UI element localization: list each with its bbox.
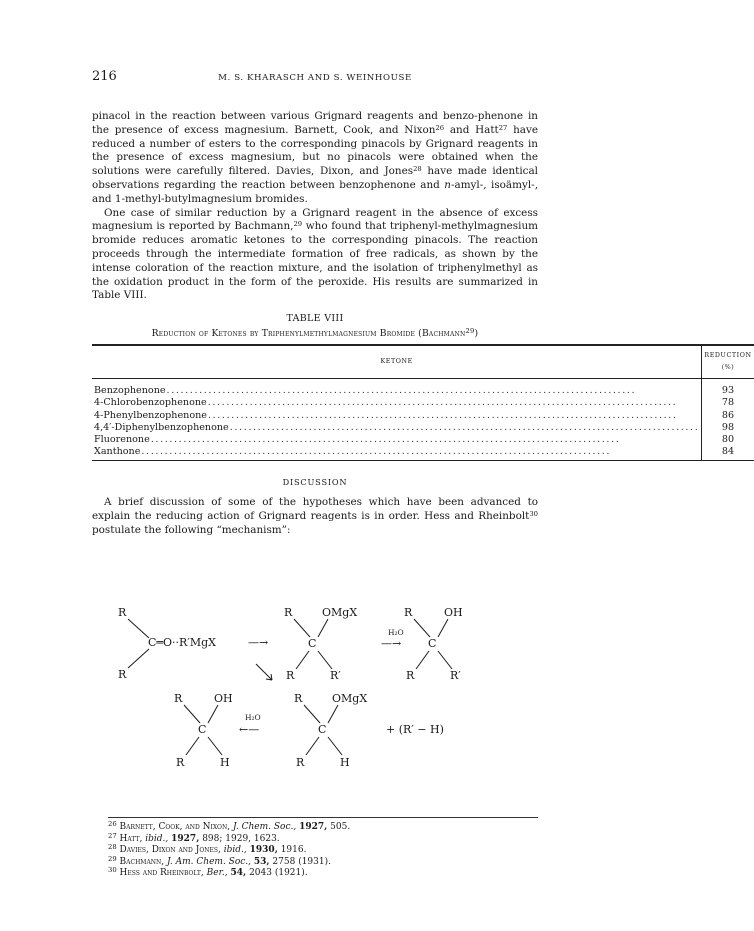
table-row [92, 410, 754, 422]
bond [306, 737, 319, 755]
dot-leader: ..................................................................................................... [150, 433, 621, 445]
substituent-r-prime: R′ [450, 669, 461, 682]
ketone-name: Fluorenone [94, 433, 150, 445]
bond [414, 619, 430, 637]
bond [296, 651, 309, 669]
bond [318, 651, 332, 669]
bond [328, 737, 342, 755]
table-title: TABLE VIII [286, 313, 344, 325]
reduction-value: 84 [702, 446, 754, 461]
ketone-name: Benzophenone [94, 385, 166, 397]
bond [438, 619, 448, 637]
dot-leader: ..................................................................................................... [207, 397, 678, 409]
bond [328, 705, 338, 723]
ketone-name: 4-Chlorobenzophenone [94, 397, 207, 409]
substituent-r: R [286, 669, 295, 682]
footnote: $^{28}$ Davies, Dixon and Jones, ibid., 1930, 1916. [108, 843, 307, 856]
table-caption: Reduction of Ketones by Triphenylmethylmagnesium Bromide (Bachmann$^{29}$) [151, 326, 479, 339]
running-title: M. S. KHARASCH AND S. WEINHOUSE [218, 73, 412, 83]
dot-leader: ..................................................................................................... [229, 421, 700, 433]
column-header-ketone: KETONE [92, 345, 702, 379]
substituent-r: R [118, 668, 127, 681]
bond [304, 705, 320, 723]
ketone-name: Xanthone [94, 446, 141, 458]
running-head [92, 70, 538, 92]
reduction-value: 78 [702, 397, 754, 409]
table-row [92, 379, 754, 398]
substituent-r: R [294, 692, 303, 705]
reaction-mechanism-scheme [102, 602, 522, 814]
table-row [92, 446, 754, 461]
bond [128, 619, 149, 638]
paragraph-3: A brief discussion of some of the hypotheses which have been advanced to explain the reducing action of Grignard reagents is in order. Hess and Rheinbolt$^{30}$ postulate the following “mechanism”: [92, 496, 538, 536]
hydrolysis-arrow: —→ [381, 637, 402, 650]
paragraph-1: pinacol in the reaction between various Grignard reagents and benzo-phenone in the presence of excess magnesium. Barnett, Cook, and Nixon$^{26}$ and Hatt$^{27}$ have reduced a number of esters to the corresponding pinacols by Grignard reagents in the presence of excess magnesium, but no pinacols were obtained when the solutions were carefully filtered. Davies, Dixon, and Jones$^{28}$ have made identical observations regarding the reaction between benzophenone and n-amyl-, isoämyl-, and 1-methyl-butylmagnesium bromides. [92, 110, 538, 205]
footnote: $^{27}$ Hatt, ibid., 1927, 898; 1929, 1623. [108, 831, 280, 844]
byproduct: + (R′ − H) [386, 723, 444, 736]
ketone-name: 4,4′-Diphenylbenzophenone [94, 421, 229, 433]
column-header-reduction: REDUCTION (%) [702, 345, 754, 379]
reduction-table [92, 344, 754, 462]
reduction-value: 86 [702, 410, 754, 422]
footnote: $^{26}$ Barnett, Cook, and Nixon, J. Chem. Soc., 1927, 505. [108, 820, 351, 832]
substituent-r-prime: R′ [330, 669, 341, 682]
carbon-atom: C [198, 723, 207, 736]
carbon-atom: C [428, 637, 437, 650]
bond [416, 651, 429, 669]
page-number: 216 [92, 69, 117, 84]
bond [184, 705, 200, 723]
substituent-r: R [118, 606, 127, 619]
reduction-value: 93 [702, 379, 754, 398]
reactant-formula: C═O··R′MgX [148, 636, 216, 649]
hydrolysis-back-arrow: ←— [239, 723, 260, 736]
group-omgx: OMgX [322, 606, 358, 619]
group-oh: OH [214, 692, 233, 705]
footnotes [108, 817, 538, 880]
section-heading-discussion: DISCUSSION [282, 477, 348, 488]
bond [186, 737, 199, 755]
reduction-value: 98 [702, 422, 754, 434]
bond [318, 619, 328, 637]
hydrogen-atom: H [340, 756, 350, 769]
diagonal-arrow [256, 664, 272, 680]
substituent-r: R [174, 692, 183, 705]
bond [208, 705, 218, 723]
page-body [92, 69, 752, 538]
paragraph-2: One case of similar reduction by a Grignard reagent in the absence of excess magnesium is reported by Bachmann,$^{29}$ who found that triphenyl-methylmagnesium bromide reduces aromatic ketones to the corresponding pinacols. The reaction proceeds through the intermediate formation of free radicals, as shown by the intense coloration of the reaction mixture, and the isolation of triphenylmethyl as the oxidation product in the form of the peroxide. His results are summarized in Table VIII. [92, 206, 538, 302]
group-omgx: OMgX [332, 692, 368, 705]
ketone-name: 4-Phenylbenzophenone [94, 409, 207, 421]
bond [128, 649, 149, 668]
water-label: H₂O [245, 713, 261, 722]
table-row [92, 422, 754, 434]
footnote: $^{29}$ Bachmann, J. Am. Chem. Soc., 53, 2758 (1931). [108, 854, 331, 867]
dot-leader: ..................................................................................................... [166, 385, 637, 397]
footnote: $^{30}$ Hess and Rheinbolt, Ber., 54, 2043 (1921). [108, 866, 308, 879]
substituent-r: R [176, 756, 185, 769]
reduction-value: 80 [702, 434, 754, 446]
carbon-atom: C [308, 637, 317, 650]
group-oh: OH [444, 606, 463, 619]
bond [208, 737, 222, 755]
substituent-r: R [404, 606, 413, 619]
carbon-atom: C [318, 723, 327, 736]
substituent-r: R [296, 756, 305, 769]
substituent-r: R [406, 669, 415, 682]
bond [438, 651, 452, 669]
hydrogen-atom: H [220, 756, 230, 769]
table-row [92, 397, 754, 409]
table-row [92, 434, 754, 446]
dot-leader: ..................................................................................................... [141, 446, 612, 458]
substituent-r: R [284, 606, 293, 619]
bond [294, 619, 310, 637]
reaction-arrow: —→ [248, 636, 269, 649]
dot-leader: ..................................................................................................... [207, 409, 678, 421]
water-label: H₂O [388, 628, 404, 637]
